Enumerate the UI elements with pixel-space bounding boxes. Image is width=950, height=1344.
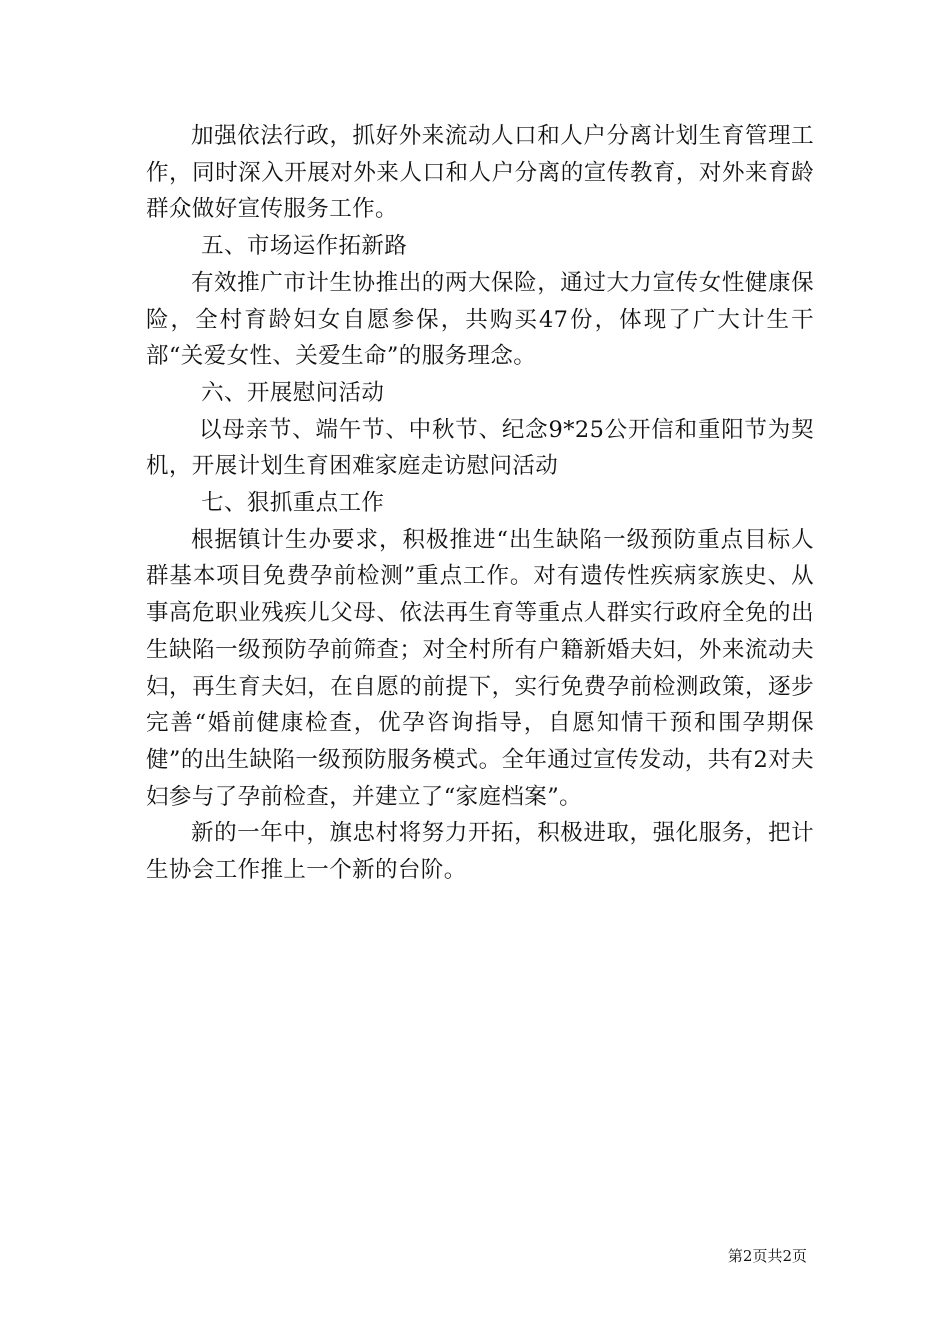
- paragraph-visits: 以母亲节、端午节、中秋节、纪念9*25公开信和重阳节为契机，开展计划生育困难家庭走访慰问活动: [146, 416, 814, 480]
- section-heading-6: 六、开展慰问活动: [201, 379, 385, 406]
- section-heading-5: 五、市场运作拓新路: [201, 233, 408, 260]
- page-number-footer: 第2页共2页: [727, 1247, 807, 1265]
- document-body: [146, 118, 814, 889]
- paragraph-outlook: 新的一年中，旗忠村将努力开拓，积极进取，强化服务，把计生协会工作推上一个新的台阶。: [146, 820, 814, 884]
- paragraph-insurance: 有效推广市计生协推出的两大保险，通过大力宣传女性健康保险，全村育龄妇女自愿参保，共购买47份，体现了广大计生干部“关爱女性、关爱生命”的服务理念。: [146, 269, 814, 370]
- section-heading-7: 七、狠抓重点工作: [201, 490, 385, 517]
- paragraph-law-enforcement: 加强依法行政，抓好外来流动人口和人户分离计划生育管理工作，同时深入开展对外来人口和人户分离的宣传教育，对外来育龄群众做好宣传服务工作。: [146, 123, 814, 223]
- paragraph-key-work: 根据镇计生办要求，积极推进“出生缺陷一级预防重点目标人群基本项目免费孕前检测”重点工作。对有遗传性疾病家族史、从事高危职业残疾儿父母、依法再生育等重点人群实行政府全免的出生缺陷一级预防孕前筛查；对全村所有户籍新婚夫妇，外来流动夫妇，再生育夫妇，在自愿的前提下，实行免费孕前检测政策，逐步完善“婚前健康检查，优孕咨询指导，自愿知情干预和围孕期保健”的出生缺陷一级预防服务模式。全年通过宣传发动，共有2对夫妇参与了孕前检查，并建立了“家庭档案”。: [146, 526, 814, 810]
